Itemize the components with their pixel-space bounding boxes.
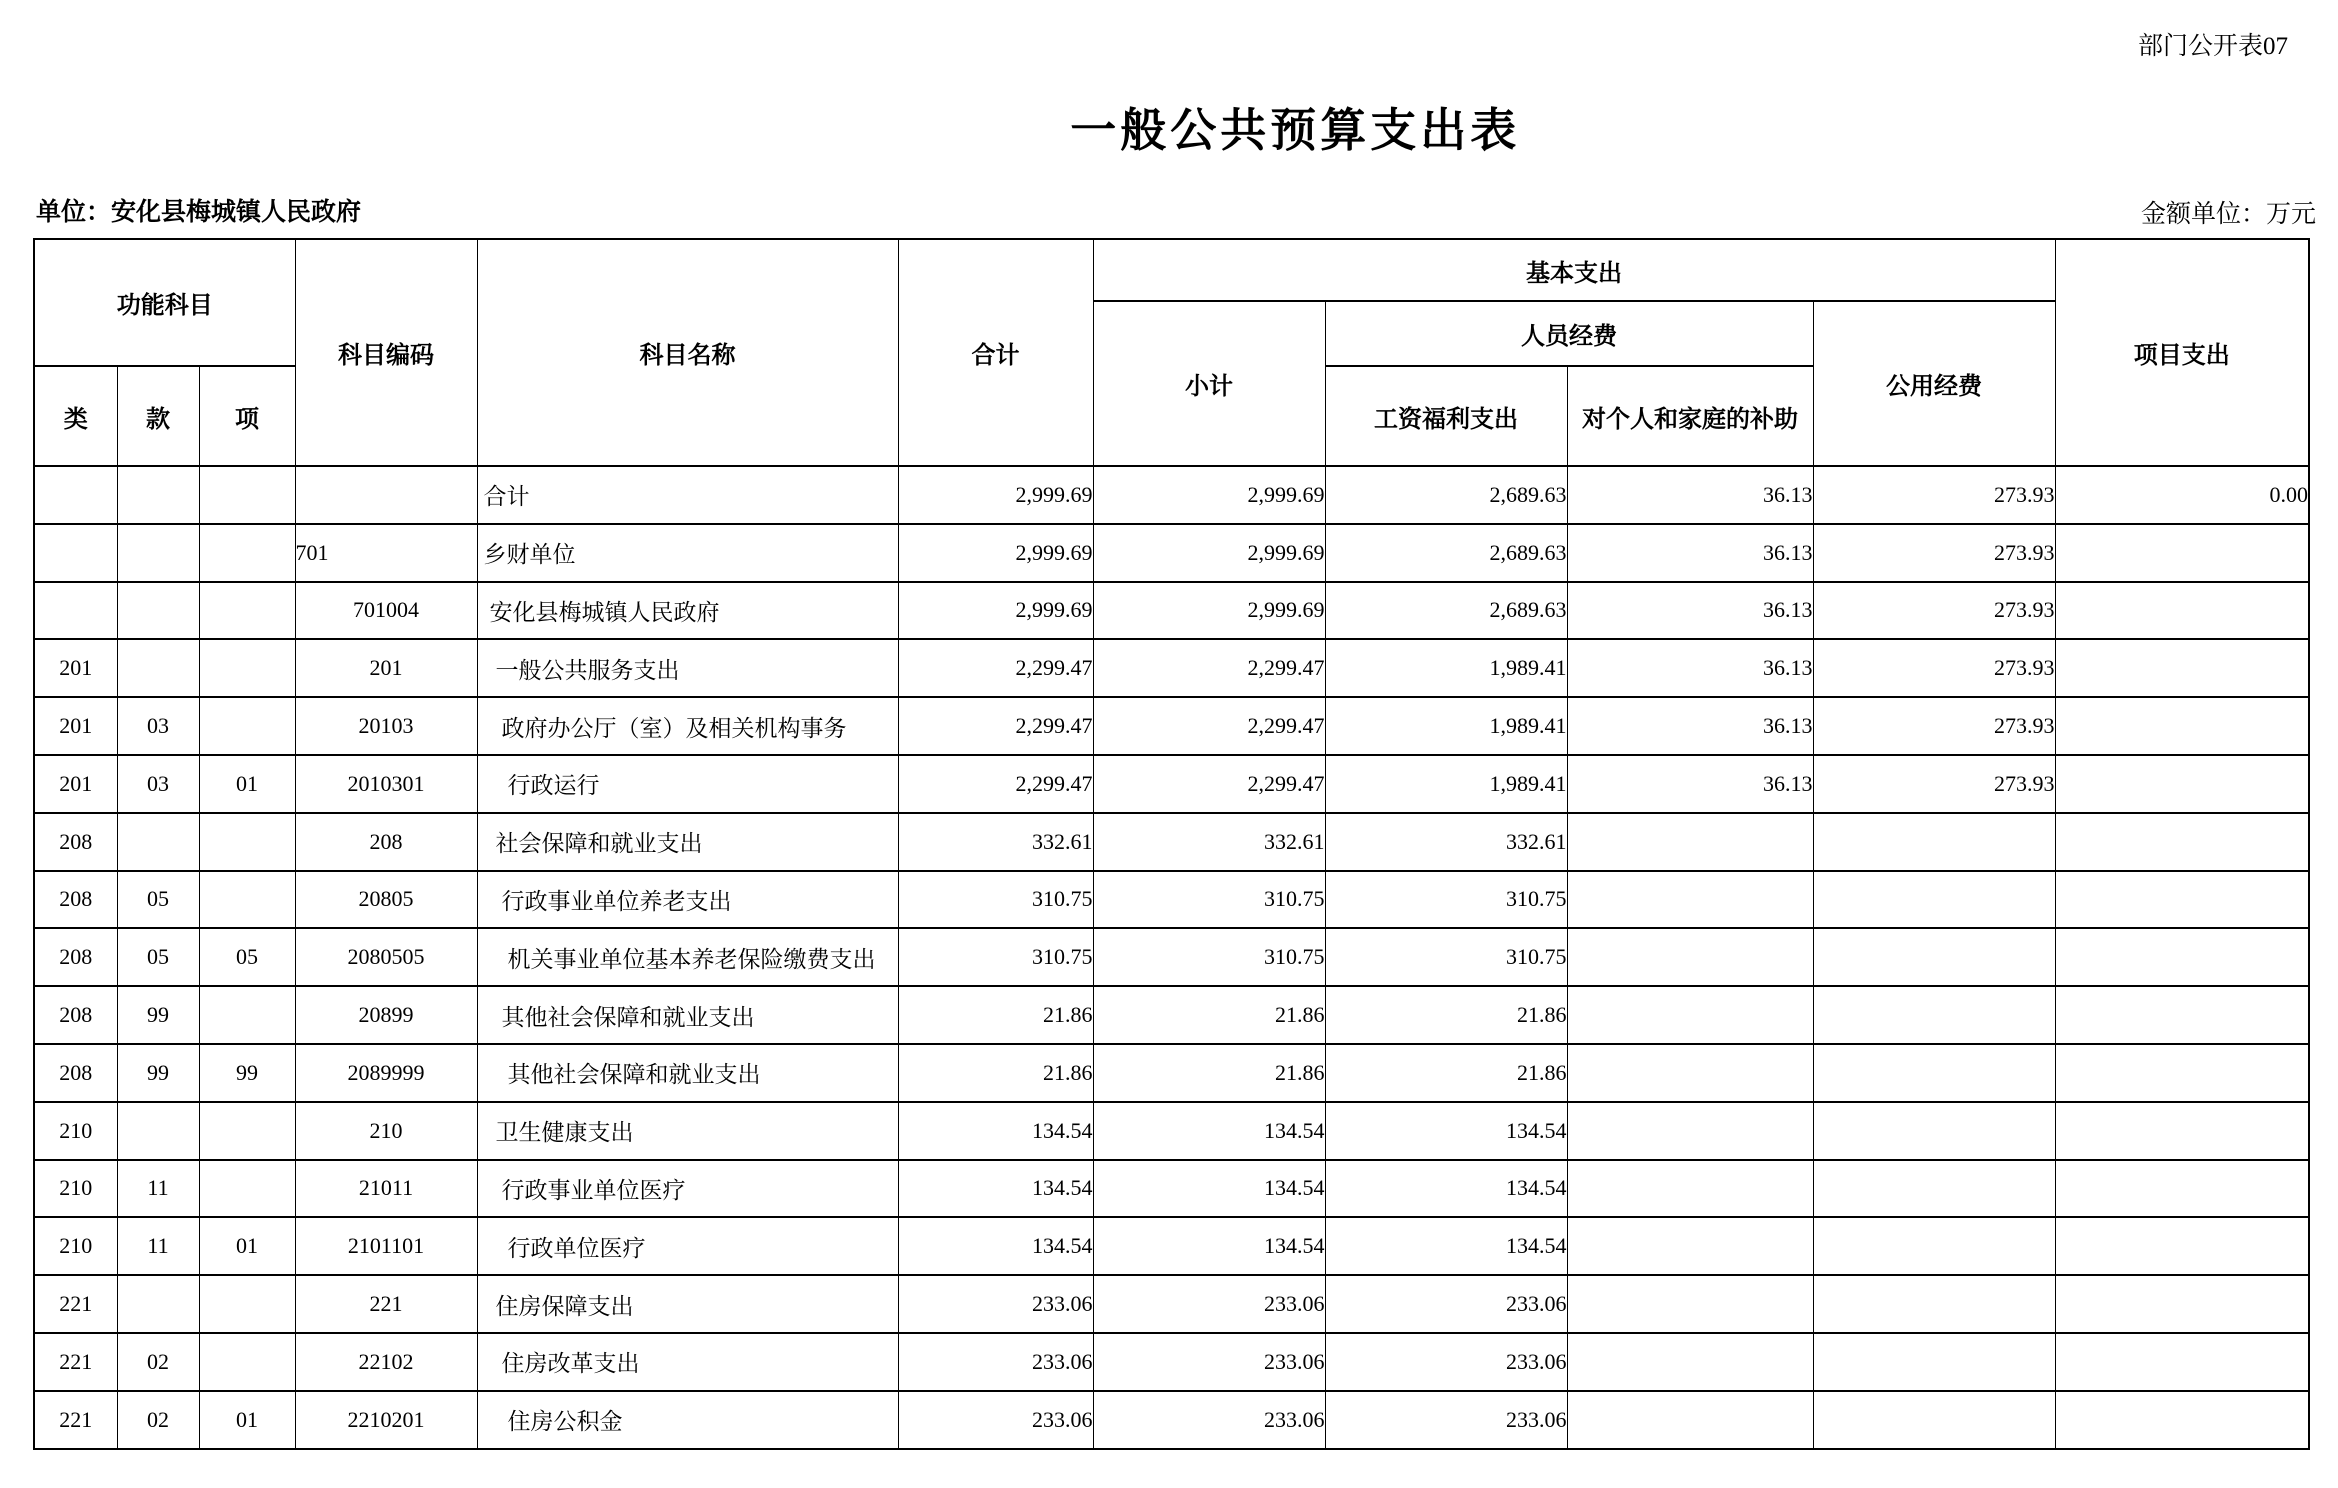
cell-subtotal: 2,299.47	[1093, 755, 1325, 813]
cell-name: 住房保障支出	[477, 1275, 898, 1333]
cell-project	[2055, 871, 2309, 929]
table-row	[34, 755, 2309, 813]
cell-name: 合计	[477, 466, 898, 524]
cell-subtotal: 2,299.47	[1093, 697, 1325, 755]
table-row	[34, 1333, 2309, 1391]
cell-item	[199, 1102, 295, 1160]
cell-code: 201	[295, 639, 477, 697]
cell-section: 02	[117, 1333, 199, 1391]
table-row	[34, 986, 2309, 1044]
cell-class	[34, 524, 117, 582]
table-row	[34, 871, 2309, 929]
cell-subsidy	[1567, 1391, 1813, 1449]
cell-code: 701	[295, 524, 477, 582]
cell-class: 210	[34, 1102, 117, 1160]
cell-total: 233.06	[898, 1275, 1093, 1333]
cell-item	[199, 1275, 295, 1333]
cell-public-funds	[1813, 986, 2055, 1044]
header-personnel-funds: 人员经费	[1325, 301, 1813, 366]
cell-item	[199, 1333, 295, 1391]
cell-subtotal: 2,999.69	[1093, 466, 1325, 524]
cell-subtotal: 233.06	[1093, 1391, 1325, 1449]
cell-subsidy: 36.13	[1567, 582, 1813, 640]
cell-name: 行政运行	[477, 755, 898, 813]
cell-code: 2010301	[295, 755, 477, 813]
header-subject-code: 科目编码	[295, 239, 477, 466]
cell-class	[34, 582, 117, 640]
cell-class: 208	[34, 1044, 117, 1102]
cell-section	[117, 639, 199, 697]
cell-subtotal: 332.61	[1093, 813, 1325, 871]
cell-project	[2055, 986, 2309, 1044]
cell-subsidy	[1567, 1275, 1813, 1333]
cell-code: 2210201	[295, 1391, 477, 1449]
cell-project	[2055, 582, 2309, 640]
table-row	[34, 582, 2309, 640]
cell-public-funds	[1813, 1275, 2055, 1333]
cell-total: 2,299.47	[898, 755, 1093, 813]
cell-subtotal: 2,299.47	[1093, 639, 1325, 697]
cell-name: 机关事业单位基本养老保险缴费支出	[477, 928, 898, 986]
cell-code: 2080505	[295, 928, 477, 986]
cell-salary-welfare: 134.54	[1325, 1102, 1567, 1160]
corner-note: 部门公开表07	[2137, 33, 2288, 60]
cell-class: 221	[34, 1333, 117, 1391]
cell-public-funds	[1813, 1333, 2055, 1391]
cell-public-funds	[1813, 1160, 2055, 1218]
cell-section	[117, 813, 199, 871]
cell-class: 208	[34, 871, 117, 929]
header-subject-name: 科目名称	[477, 239, 898, 466]
cell-project	[2055, 813, 2309, 871]
cell-subtotal: 134.54	[1093, 1102, 1325, 1160]
cell-section: 11	[117, 1160, 199, 1218]
cell-subsidy	[1567, 1160, 1813, 1218]
cell-project	[2055, 1217, 2309, 1275]
cell-name: 行政事业单位养老支出	[477, 871, 898, 929]
cell-item	[199, 813, 295, 871]
cell-salary-welfare: 310.75	[1325, 871, 1567, 929]
table-row	[34, 1391, 2309, 1449]
cell-code: 22102	[295, 1333, 477, 1391]
cell-salary-welfare: 233.06	[1325, 1391, 1567, 1449]
cell-subsidy: 36.13	[1567, 524, 1813, 582]
cell-subtotal: 21.86	[1093, 1044, 1325, 1102]
cell-total: 21.86	[898, 1044, 1093, 1102]
table-row	[34, 1102, 2309, 1160]
cell-class: 210	[34, 1217, 117, 1275]
cell-name: 行政事业单位医疗	[477, 1160, 898, 1218]
cell-subsidy: 36.13	[1567, 697, 1813, 755]
cell-code: 20805	[295, 871, 477, 929]
cell-code: 20899	[295, 986, 477, 1044]
cell-total: 310.75	[898, 928, 1093, 986]
cell-public-funds: 273.93	[1813, 466, 2055, 524]
budget-expenditure-table	[33, 238, 2310, 1450]
cell-total: 233.06	[898, 1333, 1093, 1391]
cell-project	[2055, 1333, 2309, 1391]
cell-subtotal: 2,999.69	[1093, 582, 1325, 640]
cell-total: 233.06	[898, 1391, 1093, 1449]
cell-subsidy	[1567, 871, 1813, 929]
cell-name: 安化县梅城镇人民政府	[477, 582, 898, 640]
cell-public-funds	[1813, 1391, 2055, 1449]
table-row	[34, 1217, 2309, 1275]
cell-total: 332.61	[898, 813, 1093, 871]
cell-code: 20103	[295, 697, 477, 755]
cell-name: 政府办公厅（室）及相关机构事务	[477, 697, 898, 755]
cell-code: 221	[295, 1275, 477, 1333]
page-title: 一般公共预算支出表	[1070, 104, 1521, 156]
cell-subsidy	[1567, 1217, 1813, 1275]
cell-code: 2101101	[295, 1217, 477, 1275]
header-project-expenditure: 项目支出	[2055, 239, 2309, 466]
cell-public-funds: 273.93	[1813, 639, 2055, 697]
cell-subsidy	[1567, 928, 1813, 986]
cell-salary-welfare: 310.75	[1325, 928, 1567, 986]
table-row	[34, 813, 2309, 871]
cell-total: 21.86	[898, 986, 1093, 1044]
table-row	[34, 1044, 2309, 1102]
cell-subtotal: 233.06	[1093, 1333, 1325, 1391]
cell-salary-welfare: 2,689.63	[1325, 582, 1567, 640]
cell-subsidy	[1567, 1044, 1813, 1102]
cell-code: 2089999	[295, 1044, 477, 1102]
cell-section: 99	[117, 986, 199, 1044]
header-item: 项	[199, 366, 295, 466]
cell-salary-welfare: 21.86	[1325, 986, 1567, 1044]
cell-salary-welfare: 134.54	[1325, 1160, 1567, 1218]
header-subtotal: 小计	[1093, 301, 1325, 466]
cell-total: 134.54	[898, 1217, 1093, 1275]
cell-project	[2055, 1102, 2309, 1160]
cell-subsidy: 36.13	[1567, 466, 1813, 524]
cell-section: 99	[117, 1044, 199, 1102]
cell-item: 01	[199, 1217, 295, 1275]
cell-name: 卫生健康支出	[477, 1102, 898, 1160]
cell-salary-welfare: 1,989.41	[1325, 755, 1567, 813]
cell-project: 0.00	[2055, 466, 2309, 524]
cell-subtotal: 21.86	[1093, 986, 1325, 1044]
cell-subsidy	[1567, 1333, 1813, 1391]
cell-item	[199, 639, 295, 697]
cell-public-funds	[1813, 813, 2055, 871]
cell-code	[295, 466, 477, 524]
cell-code: 210	[295, 1102, 477, 1160]
cell-subsidy: 36.13	[1567, 639, 1813, 697]
cell-salary-welfare: 21.86	[1325, 1044, 1567, 1102]
table-row	[34, 524, 2309, 582]
cell-item	[199, 524, 295, 582]
header-functional-subject: 功能科目	[34, 239, 295, 366]
cell-total: 2,999.69	[898, 582, 1093, 640]
cell-project	[2055, 1275, 2309, 1333]
cell-name: 社会保障和就业支出	[477, 813, 898, 871]
cell-project	[2055, 524, 2309, 582]
cell-total: 2,299.47	[898, 639, 1093, 697]
cell-class: 201	[34, 697, 117, 755]
cell-subsidy	[1567, 986, 1813, 1044]
cell-item	[199, 466, 295, 524]
cell-subsidy	[1567, 813, 1813, 871]
cell-class: 208	[34, 813, 117, 871]
header-total: 合计	[898, 239, 1093, 466]
table-row	[34, 928, 2309, 986]
header-individual-family-subsidies: 对个人和家庭的补助	[1567, 366, 1813, 466]
table-row	[34, 466, 2309, 524]
cell-project	[2055, 928, 2309, 986]
cell-public-funds: 273.93	[1813, 524, 2055, 582]
cell-item: 01	[199, 1391, 295, 1449]
cell-section	[117, 524, 199, 582]
amount-unit-label: 金额单位：万元	[2140, 201, 2316, 228]
cell-project	[2055, 1160, 2309, 1218]
cell-name: 其他社会保障和就业支出	[477, 986, 898, 1044]
cell-class	[34, 466, 117, 524]
cell-class: 201	[34, 755, 117, 813]
cell-item	[199, 871, 295, 929]
unit-label: 单位：安化县梅城镇人民政府	[36, 198, 362, 226]
cell-item	[199, 697, 295, 755]
header-basic-expenditure: 基本支出	[1093, 239, 2055, 301]
cell-name: 住房公积金	[477, 1391, 898, 1449]
table-row	[34, 639, 2309, 697]
cell-total: 2,999.69	[898, 524, 1093, 582]
cell-salary-welfare: 2,689.63	[1325, 524, 1567, 582]
cell-section	[117, 466, 199, 524]
cell-section	[117, 582, 199, 640]
cell-total: 134.54	[898, 1102, 1093, 1160]
cell-salary-welfare: 332.61	[1325, 813, 1567, 871]
cell-section	[117, 1102, 199, 1160]
cell-public-funds	[1813, 928, 2055, 986]
cell-item	[199, 582, 295, 640]
cell-subsidy	[1567, 1102, 1813, 1160]
cell-subtotal: 310.75	[1093, 871, 1325, 929]
cell-salary-welfare: 1,989.41	[1325, 639, 1567, 697]
header-section: 款	[117, 366, 199, 466]
cell-total: 2,999.69	[898, 466, 1093, 524]
header-class: 类	[34, 366, 117, 466]
cell-code: 208	[295, 813, 477, 871]
cell-section: 05	[117, 928, 199, 986]
cell-subtotal: 134.54	[1093, 1217, 1325, 1275]
cell-project	[2055, 1044, 2309, 1102]
table-row	[34, 1275, 2309, 1333]
cell-item	[199, 986, 295, 1044]
cell-total: 310.75	[898, 871, 1093, 929]
cell-salary-welfare: 1,989.41	[1325, 697, 1567, 755]
cell-class: 201	[34, 639, 117, 697]
cell-name: 住房改革支出	[477, 1333, 898, 1391]
cell-salary-welfare: 134.54	[1325, 1217, 1567, 1275]
cell-section: 05	[117, 871, 199, 929]
cell-section	[117, 1275, 199, 1333]
cell-public-funds: 273.93	[1813, 582, 2055, 640]
cell-class: 208	[34, 986, 117, 1044]
cell-project	[2055, 639, 2309, 697]
cell-class: 210	[34, 1160, 117, 1218]
cell-section: 03	[117, 697, 199, 755]
cell-code: 701004	[295, 582, 477, 640]
cell-code: 21011	[295, 1160, 477, 1218]
cell-public-funds	[1813, 1102, 2055, 1160]
cell-total: 2,299.47	[898, 697, 1093, 755]
cell-subsidy: 36.13	[1567, 755, 1813, 813]
cell-salary-welfare: 233.06	[1325, 1333, 1567, 1391]
cell-section: 11	[117, 1217, 199, 1275]
cell-salary-welfare: 2,689.63	[1325, 466, 1567, 524]
cell-project	[2055, 1391, 2309, 1449]
cell-name: 其他社会保障和就业支出	[477, 1044, 898, 1102]
cell-public-funds	[1813, 871, 2055, 929]
cell-project	[2055, 755, 2309, 813]
cell-salary-welfare: 233.06	[1325, 1275, 1567, 1333]
cell-public-funds	[1813, 1044, 2055, 1102]
cell-item: 01	[199, 755, 295, 813]
header-public-funds: 公用经费	[1813, 301, 2055, 466]
header-salary-welfare: 工资福利支出	[1325, 366, 1567, 466]
table-row	[34, 1160, 2309, 1218]
cell-section: 02	[117, 1391, 199, 1449]
cell-item: 99	[199, 1044, 295, 1102]
cell-public-funds: 273.93	[1813, 697, 2055, 755]
cell-subtotal: 2,999.69	[1093, 524, 1325, 582]
cell-class: 208	[34, 928, 117, 986]
cell-section: 03	[117, 755, 199, 813]
cell-item: 05	[199, 928, 295, 986]
cell-project	[2055, 697, 2309, 755]
table-row	[34, 697, 2309, 755]
cell-class: 221	[34, 1391, 117, 1449]
cell-name: 一般公共服务支出	[477, 639, 898, 697]
cell-item	[199, 1160, 295, 1218]
cell-name: 行政单位医疗	[477, 1217, 898, 1275]
cell-subtotal: 310.75	[1093, 928, 1325, 986]
cell-public-funds	[1813, 1217, 2055, 1275]
cell-public-funds: 273.93	[1813, 755, 2055, 813]
cell-total: 134.54	[898, 1160, 1093, 1218]
cell-name: 乡财单位	[477, 524, 898, 582]
cell-subtotal: 233.06	[1093, 1275, 1325, 1333]
cell-subtotal: 134.54	[1093, 1160, 1325, 1218]
cell-class: 221	[34, 1275, 117, 1333]
